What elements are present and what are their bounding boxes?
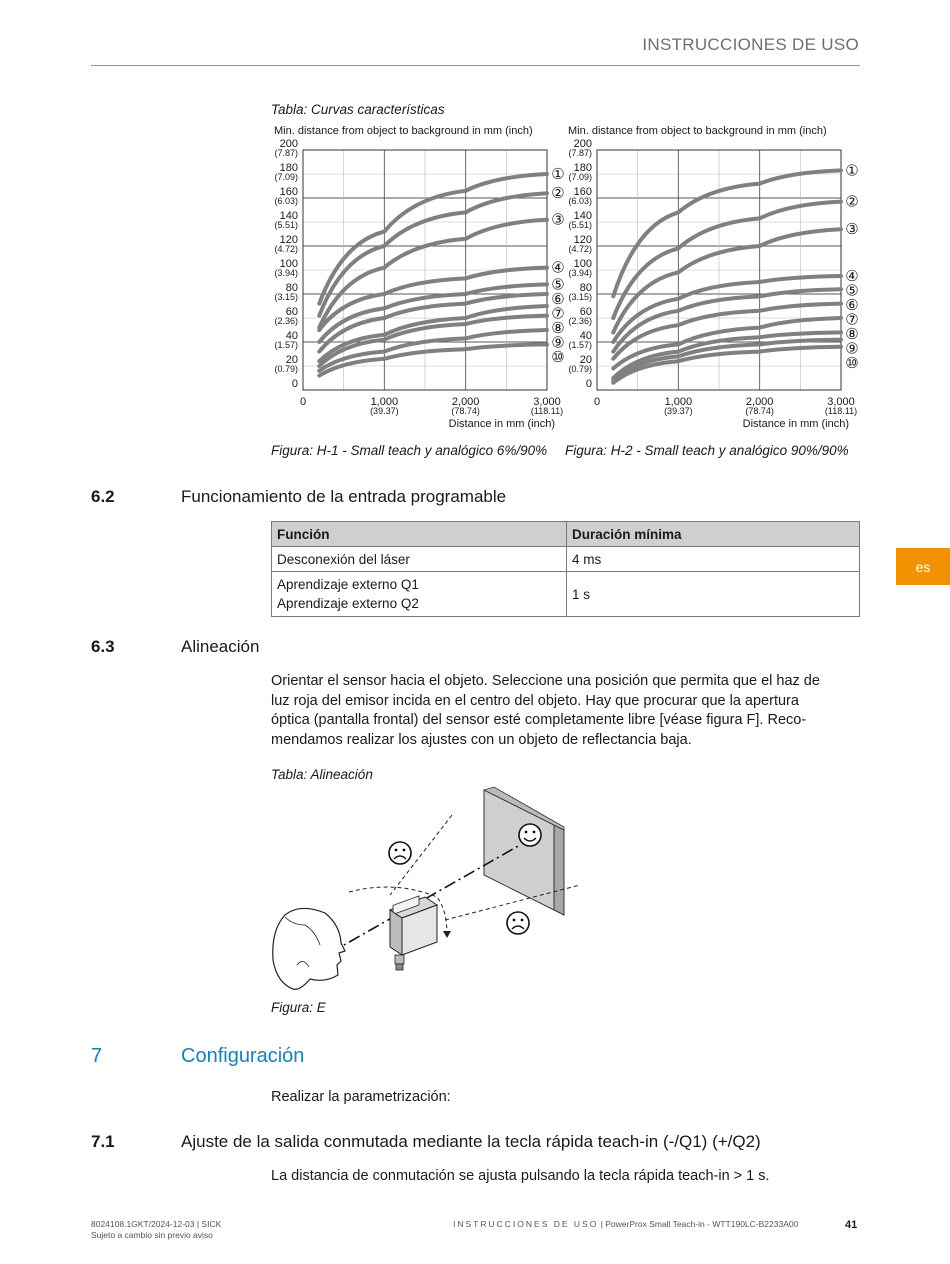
section-7-paragraph: Realizar la parametrización: [271, 1089, 451, 1105]
y-tick-inch-label: (7.09) [568, 172, 592, 182]
series-label: ⑨ [845, 340, 859, 358]
x-tick-inch-label: (78.74) [451, 406, 480, 416]
x-tick-label: 2,000 [745, 396, 774, 408]
person-head [273, 908, 345, 989]
y-tick-inch-label: (6.03) [274, 196, 298, 206]
chart-xlabel: Distance in mm (inch) [742, 418, 849, 430]
series-label: ⑩ [551, 348, 565, 366]
y-tick-label: 140 [279, 210, 298, 222]
sad-face-icon [389, 842, 411, 864]
y-tick-inch-label: (1.57) [274, 340, 298, 350]
chart-ylabel: Min. distance from object to background in mm (inch) [568, 125, 827, 137]
series-label: ⑤ [551, 276, 565, 294]
y-tick-label: 200 [279, 138, 298, 150]
y-tick-inch-label: (3.15) [274, 292, 298, 302]
series-label: ③ [551, 211, 565, 229]
figure-h1-caption: Figura: H-1 - Small teach y analógico 6%/90% [271, 443, 548, 458]
x-tick-label: 0 [299, 396, 307, 408]
figure-e-caption: Figura: E [271, 1000, 326, 1015]
table-header-duration: Duración mínima [567, 522, 860, 547]
table-cell-line: Aprendizaje externo Q2 [277, 596, 419, 611]
section-6-2-number: 6.2 [91, 487, 115, 506]
table-cell-duration: 4 ms [567, 547, 860, 572]
y-tick-inch-label: (7.09) [274, 172, 298, 182]
characteristic-curves-charts [265, 118, 865, 438]
y-tick-inch-label: (5.51) [274, 220, 298, 230]
y-tick-inch-label: (5.51) [568, 220, 592, 230]
y-tick-label: 200 [573, 138, 592, 150]
y-tick-label: 80 [579, 282, 592, 294]
x-tick-inch-label: (78.74) [745, 406, 774, 416]
y-tick-label: 120 [279, 234, 298, 246]
series-curve [613, 347, 841, 383]
input-function-table [271, 521, 860, 617]
y-tick-label: 20 [285, 354, 298, 366]
y-tick-inch-label: (3.94) [568, 268, 592, 278]
section-7-number: 7 [91, 1045, 103, 1067]
series-curve [319, 220, 547, 328]
y-tick-label: 0 [291, 378, 298, 390]
x-tick-inch-label: (118.11) [824, 406, 858, 416]
y-tick-label: 180 [573, 162, 592, 174]
section-6-2-title: Funcionamiento de la entrada programable [181, 487, 507, 506]
table-row [272, 547, 860, 572]
table-cell-duration: 1 s [567, 572, 860, 617]
table-cell-function: Desconexión del láser [272, 547, 567, 572]
series-label: ① [551, 166, 565, 183]
series-label: ⑥ [845, 297, 859, 314]
y-tick-label: 40 [285, 330, 298, 342]
footer-doc-id: 8024108.1GKT/2024-12-03 | SICK [91, 1219, 222, 1229]
table-header-row [272, 522, 860, 547]
section-6-3-number: 6.3 [91, 637, 115, 656]
y-tick-inch-label: (1.57) [568, 340, 592, 350]
y-tick-inch-label: (2.36) [568, 316, 592, 326]
y-tick-inch-label: (4.72) [274, 244, 298, 254]
y-tick-label: 40 [579, 330, 592, 342]
happy-face-icon [519, 824, 541, 846]
arrow-head-icon [443, 931, 451, 938]
y-tick-label: 160 [279, 186, 298, 198]
x-tick-label: 2,000 [451, 396, 480, 408]
y-tick-inch-label: (6.03) [568, 196, 592, 206]
series-curve [613, 229, 841, 332]
series-label: ④ [551, 259, 565, 277]
series-label: ⑦ [551, 305, 565, 323]
section-7-1-number: 7.1 [91, 1132, 115, 1151]
series-label: ③ [845, 221, 859, 239]
curves-table-caption: Tabla: Curvas características [271, 102, 445, 117]
section-6-3-title: Alineación [181, 637, 260, 656]
page-number: 41 [845, 1219, 858, 1231]
footer-notice: Sujeto a cambio sin previo aviso [91, 1230, 213, 1240]
header-rule [91, 65, 860, 66]
alignment-table-caption: Tabla: Alineación [271, 767, 373, 782]
y-tick-inch-label: (7.87) [274, 148, 298, 158]
paragraph-line: mendamos realizar los ajustes con un objeto de reflectancia baja. [271, 731, 692, 748]
y-tick-label: 140 [573, 210, 592, 222]
figure-h2-caption: Figura: H-2 - Small teach y analógico 90%/90% [565, 443, 849, 458]
target-panel [484, 787, 564, 915]
y-tick-inch-label: (2.36) [274, 316, 298, 326]
series-label: ⑧ [551, 319, 565, 337]
paragraph-line: luz roja del emisor incida en el centro del objeto. Hay que procurar que la apertura [271, 692, 799, 709]
series-label: ⑤ [845, 282, 859, 300]
series-label: ① [845, 162, 859, 180]
table-cell-line: Aprendizaje externo Q1 [277, 577, 419, 592]
x-tick-label: 1,000 [664, 396, 693, 408]
y-tick-label: 60 [579, 306, 592, 318]
series-label: ⑩ [845, 355, 859, 372]
alignment-paragraph [271, 672, 871, 750]
section-7-1-title: Ajuste de la salida conmutada mediante la tecla rápida teach-in (-/Q1) (+/Q2) [181, 1132, 761, 1151]
table-cell-function [272, 572, 567, 617]
y-tick-label: 180 [279, 162, 298, 174]
series-label: ② [551, 185, 565, 203]
series-curve [613, 340, 841, 381]
y-tick-label: 160 [573, 186, 592, 198]
x-tick-inch-label: (39.37) [370, 406, 399, 416]
y-tick-inch-label: (0.79) [568, 364, 592, 374]
series-label: ⑨ [551, 334, 565, 352]
paragraph-line: óptica (pantalla frontal) del sensor esté completamente libre [véase figura F]. Reco- [271, 712, 807, 728]
series-label: ⑦ [845, 311, 859, 329]
series-label: ④ [845, 268, 859, 285]
x-tick-label: 0 [593, 396, 601, 408]
footer-left [91, 1219, 221, 1241]
y-tick-inch-label: (3.15) [568, 292, 592, 302]
y-tick-label: 0 [585, 378, 592, 390]
series-curve [319, 344, 547, 375]
footer-doc-type: INSTRUCCIONES DE USO [453, 1219, 599, 1229]
chart-ylabel: Min. distance from object to background in mm (inch) [274, 125, 533, 137]
y-tick-label: 20 [579, 354, 592, 366]
table-header-function: Función [272, 522, 567, 547]
y-tick-label: 100 [573, 258, 592, 270]
sensor-device [390, 896, 437, 970]
y-tick-inch-label: (7.87) [568, 148, 592, 158]
chart-xlabel: Distance in mm (inch) [448, 418, 555, 430]
y-tick-label: 60 [285, 306, 298, 318]
section-7-title: Configuración [181, 1045, 305, 1067]
sad-face-icon [507, 912, 529, 934]
footer-center [453, 1219, 798, 1229]
y-tick-inch-label: (3.94) [274, 268, 298, 278]
series-label: ⑥ [551, 290, 565, 308]
x-tick-label: 1,000 [370, 396, 399, 408]
y-tick-inch-label: (0.79) [274, 364, 298, 374]
x-tick-inch-label: (39.37) [664, 406, 693, 416]
x-tick-label: 3,000 [827, 396, 855, 408]
page-header-title: INSTRUCCIONES DE USO [642, 35, 859, 54]
section-7-1-paragraph: La distancia de conmutación se ajusta pulsando la tecla rápida teach-in > 1 s. [271, 1168, 770, 1184]
y-tick-label: 100 [279, 258, 298, 270]
table-row [272, 572, 860, 617]
y-tick-inch-label: (4.72) [568, 244, 592, 254]
y-tick-label: 120 [573, 234, 592, 246]
series-label: ② [845, 193, 859, 211]
language-tab[interactable]: es [896, 548, 950, 585]
paragraph-line: Orientar el sensor hacia el objeto. Seleccione una posición que permita que el haz de [271, 673, 820, 689]
x-tick-inch-label: (118.11) [530, 406, 564, 416]
footer-product: | PowerProx Small Teach-in - WTT190LC-B2233A00 [598, 1219, 799, 1229]
x-tick-label: 3,000 [533, 396, 561, 408]
y-tick-label: 80 [285, 282, 298, 294]
alignment-illustration [265, 785, 595, 995]
series-label: ⑧ [845, 326, 859, 343]
